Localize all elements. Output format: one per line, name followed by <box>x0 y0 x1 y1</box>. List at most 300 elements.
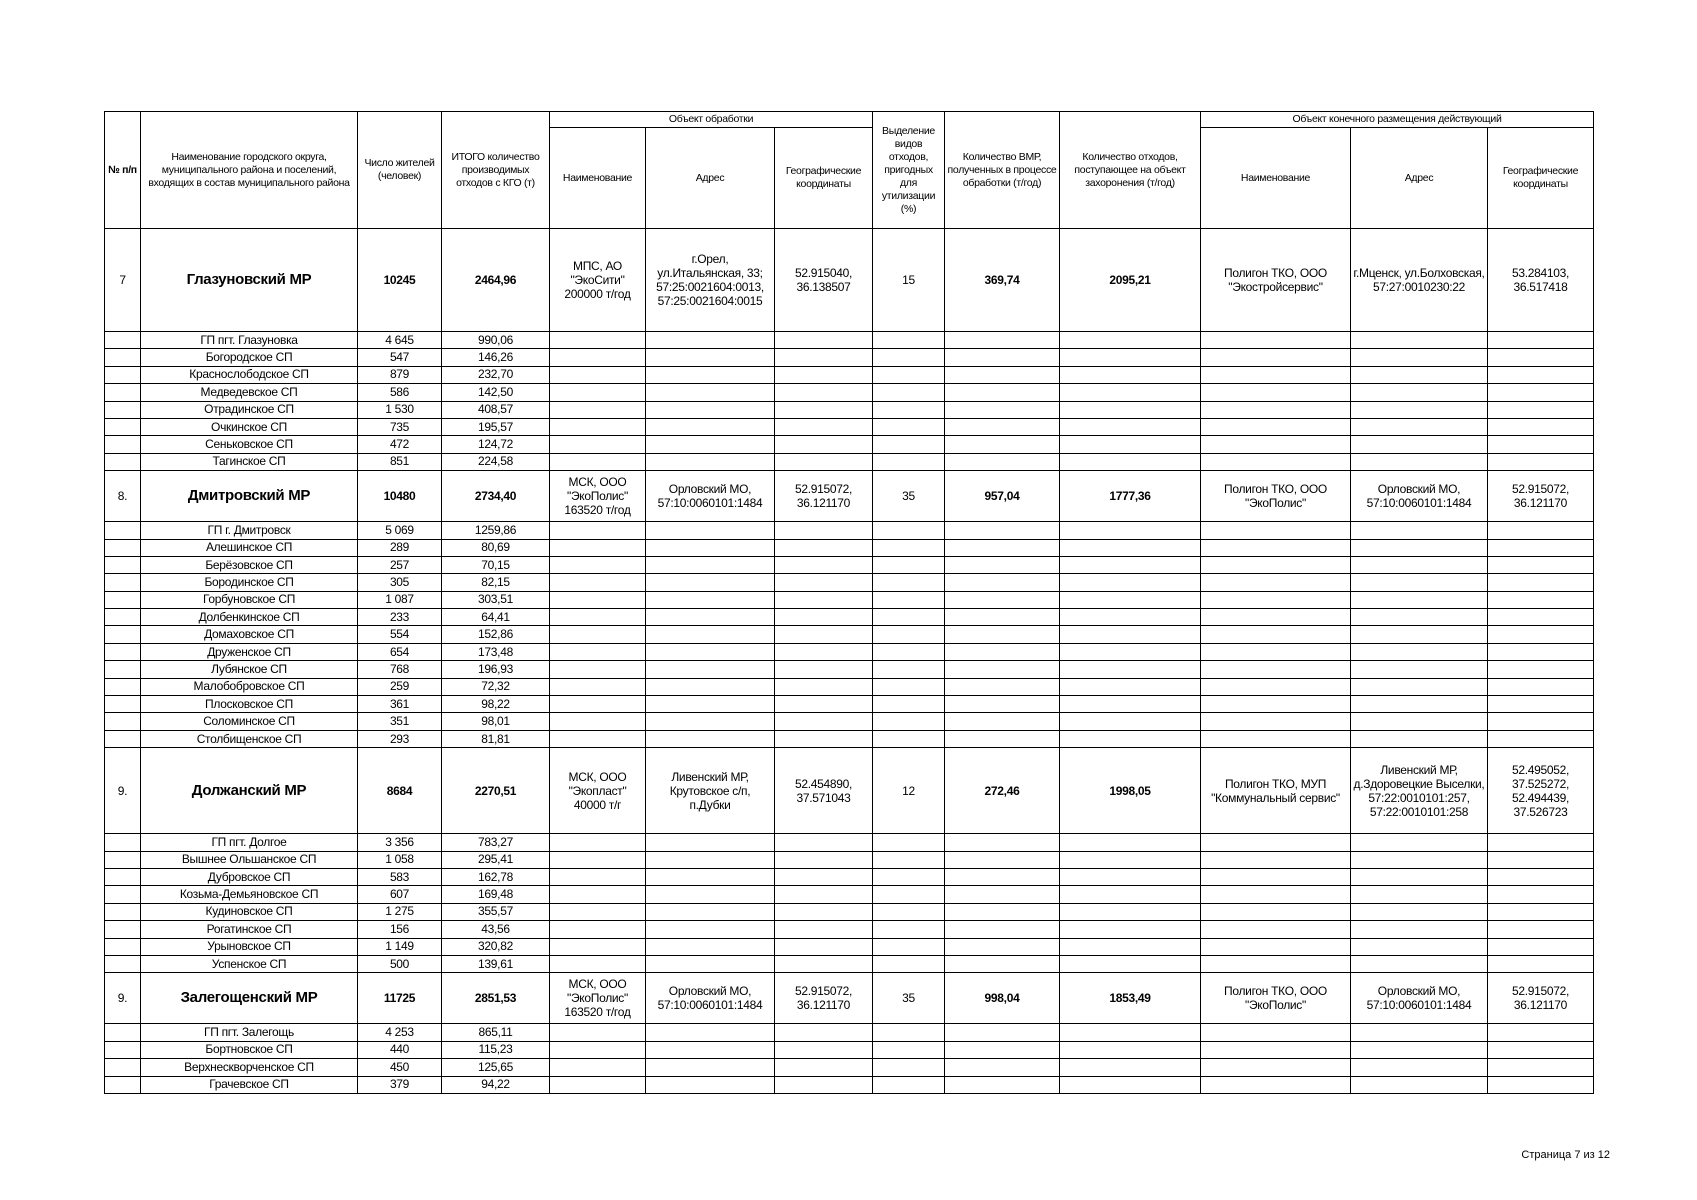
empty-cell <box>646 938 775 955</box>
settlement-row <box>105 730 1594 747</box>
empty-cell <box>646 713 775 730</box>
district-num: 9. <box>105 973 141 1024</box>
settlement-total: 139,61 <box>442 955 550 972</box>
empty-cell <box>550 1041 646 1058</box>
settlement-population: 547 <box>358 349 442 366</box>
settlement-row <box>105 609 1594 626</box>
settlement-population: 851 <box>358 453 442 470</box>
empty-cell <box>1060 938 1201 955</box>
settlement-total: 72,32 <box>442 678 550 695</box>
district-name: Дмитровский МР <box>141 471 358 522</box>
settlement-row <box>105 834 1594 851</box>
empty-cell <box>945 556 1060 573</box>
empty-cell <box>945 696 1060 713</box>
settlement-row <box>105 903 1594 920</box>
empty-cell <box>873 609 945 626</box>
empty-cell <box>1488 1059 1594 1076</box>
settlement-total: 152,86 <box>442 626 550 643</box>
empty-cell <box>873 678 945 695</box>
settlement-population: 259 <box>358 678 442 695</box>
empty-cell <box>1060 626 1201 643</box>
district-num: 9. <box>105 748 141 834</box>
settlement-name: Козьма-Демьяновское СП <box>141 886 358 903</box>
empty-cell <box>646 678 775 695</box>
empty-cell <box>550 436 646 453</box>
empty-cell <box>105 938 141 955</box>
empty-cell <box>1488 609 1594 626</box>
empty-cell <box>550 938 646 955</box>
empty-cell <box>945 1024 1060 1041</box>
empty-cell <box>550 1076 646 1093</box>
empty-cell <box>646 1059 775 1076</box>
empty-cell <box>1351 938 1488 955</box>
empty-cell <box>1060 591 1201 608</box>
empty-cell <box>1351 851 1488 868</box>
empty-cell <box>105 453 141 470</box>
empty-cell <box>1201 539 1351 556</box>
empty-cell <box>1060 713 1201 730</box>
empty-cell <box>945 938 1060 955</box>
settlement-total: 990,06 <box>442 332 550 349</box>
empty-cell <box>1488 401 1594 418</box>
empty-cell <box>646 1024 775 1041</box>
empty-cell <box>873 366 945 383</box>
settlement-total: 783,27 <box>442 834 550 851</box>
empty-cell <box>945 955 1060 972</box>
settlement-name: Грачевское СП <box>141 1076 358 1093</box>
empty-cell <box>550 401 646 418</box>
empty-cell <box>646 453 775 470</box>
empty-cell <box>1351 834 1488 851</box>
settlement-total: 1259,86 <box>442 522 550 539</box>
empty-cell <box>1201 522 1351 539</box>
settlement-population: 5 069 <box>358 522 442 539</box>
settlement-population: 289 <box>358 539 442 556</box>
settlement-population: 1 149 <box>358 938 442 955</box>
empty-cell <box>105 886 141 903</box>
district-name: Должанский МР <box>141 748 358 834</box>
settlement-row <box>105 522 1594 539</box>
empty-cell <box>775 643 873 660</box>
empty-cell <box>1201 1024 1351 1041</box>
empty-cell <box>1351 868 1488 885</box>
empty-cell <box>1201 436 1351 453</box>
empty-cell <box>945 713 1060 730</box>
empty-cell <box>550 903 646 920</box>
empty-cell <box>775 384 873 401</box>
empty-cell <box>775 1024 873 1041</box>
empty-cell <box>1060 574 1201 591</box>
empty-cell <box>1351 366 1488 383</box>
settlement-population: 450 <box>358 1059 442 1076</box>
disposal-group-header: Объект конечного размещения действующий <box>1201 112 1594 128</box>
empty-cell <box>873 1059 945 1076</box>
vmr-amount: 272,46 <box>945 748 1060 834</box>
settlement-name: ГП пгт. Залегощь <box>141 1024 358 1041</box>
empty-cell <box>1488 539 1594 556</box>
utilization-share: 35 <box>873 471 945 522</box>
empty-cell <box>105 713 141 730</box>
empty-cell <box>775 938 873 955</box>
empty-cell <box>1488 418 1594 435</box>
settlement-row <box>105 539 1594 556</box>
empty-cell <box>1060 1059 1201 1076</box>
empty-cell <box>105 730 141 747</box>
empty-cell <box>873 522 945 539</box>
empty-cell <box>775 921 873 938</box>
empty-cell <box>873 349 945 366</box>
empty-cell <box>1060 366 1201 383</box>
empty-cell <box>1351 903 1488 920</box>
empty-cell <box>550 453 646 470</box>
settlement-row <box>105 713 1594 730</box>
empty-cell <box>873 539 945 556</box>
district-row <box>105 748 1594 834</box>
empty-cell <box>1201 851 1351 868</box>
empty-cell <box>945 1076 1060 1093</box>
empty-cell <box>775 436 873 453</box>
empty-cell <box>1060 834 1201 851</box>
empty-cell <box>550 556 646 573</box>
col-disposal-header: Количество отходов, поступающее на объект захоронения (т/год) <box>1060 112 1201 229</box>
empty-cell <box>1351 591 1488 608</box>
empty-cell <box>1351 1059 1488 1076</box>
disposal-site-address: Орловский МО, 57:10:0060101:1484 <box>1351 973 1488 1024</box>
empty-cell <box>1060 349 1201 366</box>
empty-cell <box>873 661 945 678</box>
settlement-name: Долбенкинское СП <box>141 609 358 626</box>
district-population: 11725 <box>358 973 442 1024</box>
empty-cell <box>1488 921 1594 938</box>
settlement-name: Урыновское СП <box>141 938 358 955</box>
empty-cell <box>1351 436 1488 453</box>
empty-cell <box>1060 418 1201 435</box>
disposal-site-coords: 52.915072, 36.121170 <box>1488 471 1594 522</box>
empty-cell <box>1488 696 1594 713</box>
empty-cell <box>105 643 141 660</box>
empty-cell <box>1201 886 1351 903</box>
empty-cell <box>1201 678 1351 695</box>
empty-cell <box>775 713 873 730</box>
empty-cell <box>1060 921 1201 938</box>
settlement-row <box>105 453 1594 470</box>
empty-cell <box>1060 1041 1201 1058</box>
settlement-total: 146,26 <box>442 349 550 366</box>
settlement-population: 879 <box>358 366 442 383</box>
empty-cell <box>775 556 873 573</box>
settlement-total: 81,81 <box>442 730 550 747</box>
empty-cell <box>1488 661 1594 678</box>
processing-coords: 52.915072, 36.121170 <box>775 471 873 522</box>
empty-cell <box>1060 522 1201 539</box>
settlement-row <box>105 556 1594 573</box>
settlement-total: 98,01 <box>442 713 550 730</box>
empty-cell <box>1488 955 1594 972</box>
settlement-population: 440 <box>358 1041 442 1058</box>
empty-cell <box>550 539 646 556</box>
empty-cell <box>945 903 1060 920</box>
empty-cell <box>1201 401 1351 418</box>
empty-cell <box>105 539 141 556</box>
settlement-row <box>105 1076 1594 1093</box>
settlement-population: 4 645 <box>358 332 442 349</box>
empty-cell <box>550 366 646 383</box>
settlement-row <box>105 661 1594 678</box>
settlement-population: 233 <box>358 609 442 626</box>
processing-name: МСК, ООО "ЭкоПолис" 163520 т/год <box>550 973 646 1024</box>
empty-cell <box>550 1024 646 1041</box>
settlement-row <box>105 643 1594 660</box>
settlement-population: 1 275 <box>358 903 442 920</box>
empty-cell <box>1201 1076 1351 1093</box>
empty-cell <box>873 418 945 435</box>
empty-cell <box>1201 332 1351 349</box>
settlement-row <box>105 868 1594 885</box>
col-disp-address-header: Адрес <box>1351 128 1488 229</box>
empty-cell <box>646 366 775 383</box>
empty-cell <box>105 332 141 349</box>
empty-cell <box>646 574 775 591</box>
empty-cell <box>1488 522 1594 539</box>
settlement-total: 94,22 <box>442 1076 550 1093</box>
empty-cell <box>1060 609 1201 626</box>
empty-cell <box>550 851 646 868</box>
settlement-name: Друженское СП <box>141 643 358 660</box>
empty-cell <box>873 332 945 349</box>
empty-cell <box>1351 522 1488 539</box>
empty-cell <box>873 556 945 573</box>
district-row <box>105 229 1594 332</box>
district-row <box>105 471 1594 522</box>
empty-cell <box>1060 539 1201 556</box>
empty-cell <box>1060 1076 1201 1093</box>
settlement-population: 654 <box>358 643 442 660</box>
col-disp-coords-header: Географические координаты <box>1488 128 1594 229</box>
processing-address: Орловский МО, 57:10:0060101:1484 <box>646 471 775 522</box>
col-proc-coords-header: Географические координаты <box>775 128 873 229</box>
settlement-total: 173,48 <box>442 643 550 660</box>
empty-cell <box>105 921 141 938</box>
empty-cell <box>105 349 141 366</box>
empty-cell <box>1201 938 1351 955</box>
empty-cell <box>945 661 1060 678</box>
empty-cell <box>945 609 1060 626</box>
disposal-site-coords: 53.284103, 36.517418 <box>1488 229 1594 332</box>
utilization-share: 35 <box>873 973 945 1024</box>
empty-cell <box>945 1041 1060 1058</box>
settlement-population: 293 <box>358 730 442 747</box>
empty-cell <box>945 453 1060 470</box>
empty-cell <box>105 851 141 868</box>
settlement-total: 196,93 <box>442 661 550 678</box>
settlement-row <box>105 366 1594 383</box>
settlement-population: 583 <box>358 868 442 885</box>
settlement-population: 735 <box>358 418 442 435</box>
empty-cell <box>945 539 1060 556</box>
empty-cell <box>646 556 775 573</box>
empty-cell <box>105 401 141 418</box>
empty-cell <box>945 591 1060 608</box>
empty-cell <box>646 661 775 678</box>
processing-name: МСК, ООО "ЭкоПолис" 163520 т/год <box>550 471 646 522</box>
empty-cell <box>1060 556 1201 573</box>
empty-cell <box>550 332 646 349</box>
empty-cell <box>775 678 873 695</box>
empty-cell <box>105 868 141 885</box>
empty-cell <box>1351 332 1488 349</box>
settlement-population: 351 <box>358 713 442 730</box>
utilization-share: 15 <box>873 229 945 332</box>
settlement-name: Берёзовское СП <box>141 556 358 573</box>
district-population: 10245 <box>358 229 442 332</box>
empty-cell <box>775 332 873 349</box>
empty-cell <box>945 921 1060 938</box>
settlement-population: 1 058 <box>358 851 442 868</box>
empty-cell <box>1488 1076 1594 1093</box>
empty-cell <box>646 921 775 938</box>
empty-cell <box>105 1024 141 1041</box>
empty-cell <box>1488 453 1594 470</box>
empty-cell <box>945 851 1060 868</box>
settlement-name: Дубровское СП <box>141 868 358 885</box>
disposal-site-coords: 52.495052, 37.525272, 52.494439, 37.526723 <box>1488 748 1594 834</box>
empty-cell <box>1060 1024 1201 1041</box>
empty-cell <box>105 1041 141 1058</box>
empty-cell <box>105 661 141 678</box>
settlement-total: 224,58 <box>442 453 550 470</box>
empty-cell <box>1488 886 1594 903</box>
empty-cell <box>1351 678 1488 695</box>
col-num-header: № п/п <box>105 112 141 229</box>
empty-cell <box>550 661 646 678</box>
settlement-name: Горбуновское СП <box>141 591 358 608</box>
empty-cell <box>1060 453 1201 470</box>
vmr-amount: 369,74 <box>945 229 1060 332</box>
empty-cell <box>1351 886 1488 903</box>
empty-cell <box>1488 556 1594 573</box>
empty-cell <box>1351 643 1488 660</box>
settlement-name: Бородинское СП <box>141 574 358 591</box>
empty-cell <box>873 436 945 453</box>
settlement-total: 142,50 <box>442 384 550 401</box>
settlement-name: Плосковское СП <box>141 696 358 713</box>
settlement-row <box>105 1024 1594 1041</box>
empty-cell <box>646 332 775 349</box>
settlement-population: 1 530 <box>358 401 442 418</box>
settlement-row <box>105 921 1594 938</box>
empty-cell <box>550 522 646 539</box>
settlement-name: ГП г. Дмитровск <box>141 522 358 539</box>
col-disp-name-header: Наименование <box>1201 128 1351 229</box>
empty-cell <box>550 609 646 626</box>
empty-cell <box>775 851 873 868</box>
district-total: 2464,96 <box>442 229 550 332</box>
processing-coords: 52.915072, 36.121170 <box>775 973 873 1024</box>
processing-name: МСК, ООО "Экопласт" 40000 т/г <box>550 748 646 834</box>
empty-cell <box>1201 1059 1351 1076</box>
col-population-header: Число жителей (человек) <box>358 112 442 229</box>
disposal-amount: 1998,05 <box>1060 748 1201 834</box>
empty-cell <box>1201 384 1351 401</box>
empty-cell <box>945 384 1060 401</box>
settlement-total: 320,82 <box>442 938 550 955</box>
empty-cell <box>105 955 141 972</box>
empty-cell <box>775 539 873 556</box>
settlement-total: 124,72 <box>442 436 550 453</box>
waste-table <box>104 111 1594 1094</box>
empty-cell <box>646 834 775 851</box>
district-total: 2851,53 <box>442 973 550 1024</box>
empty-cell <box>550 713 646 730</box>
empty-cell <box>775 522 873 539</box>
empty-cell <box>1201 609 1351 626</box>
empty-cell <box>1351 921 1488 938</box>
settlement-total: 232,70 <box>442 366 550 383</box>
empty-cell <box>775 886 873 903</box>
settlement-row <box>105 678 1594 695</box>
empty-cell <box>105 626 141 643</box>
header-row-1 <box>105 112 1594 128</box>
empty-cell <box>945 678 1060 695</box>
empty-cell <box>945 886 1060 903</box>
settlement-name: Алешинское СП <box>141 539 358 556</box>
empty-cell <box>646 886 775 903</box>
empty-cell <box>945 730 1060 747</box>
empty-cell <box>945 868 1060 885</box>
empty-cell <box>550 384 646 401</box>
settlement-population: 379 <box>358 1076 442 1093</box>
empty-cell <box>1351 661 1488 678</box>
empty-cell <box>1488 643 1594 660</box>
empty-cell <box>646 868 775 885</box>
empty-cell <box>1201 868 1351 885</box>
empty-cell <box>1060 332 1201 349</box>
empty-cell <box>1060 886 1201 903</box>
empty-cell <box>646 418 775 435</box>
disposal-amount: 1777,36 <box>1060 471 1201 522</box>
empty-cell <box>1060 903 1201 920</box>
empty-cell <box>1488 436 1594 453</box>
empty-cell <box>1488 366 1594 383</box>
settlement-total: 64,41 <box>442 609 550 626</box>
disposal-site-address: Ливенский МР, д.Здоровецкие Выселки, 57:22:0010101:257, 57:22:0010101:258 <box>1351 748 1488 834</box>
settlement-population: 3 356 <box>358 834 442 851</box>
empty-cell <box>105 436 141 453</box>
empty-cell <box>550 349 646 366</box>
empty-cell <box>105 366 141 383</box>
empty-cell <box>775 696 873 713</box>
settlement-row <box>105 851 1594 868</box>
empty-cell <box>873 591 945 608</box>
empty-cell <box>646 384 775 401</box>
empty-cell <box>105 1059 141 1076</box>
disposal-site-address: г.Мценск, ул.Болховская, 57:27:0010230:22 <box>1351 229 1488 332</box>
empty-cell <box>1060 730 1201 747</box>
settlement-population: 607 <box>358 886 442 903</box>
settlement-row <box>105 332 1594 349</box>
empty-cell <box>105 834 141 851</box>
empty-cell <box>646 851 775 868</box>
vmr-amount: 957,04 <box>945 471 1060 522</box>
empty-cell <box>775 418 873 435</box>
empty-cell <box>1060 401 1201 418</box>
settlement-row <box>105 955 1594 972</box>
district-population: 10480 <box>358 471 442 522</box>
empty-cell <box>1201 556 1351 573</box>
empty-cell <box>1060 955 1201 972</box>
empty-cell <box>550 955 646 972</box>
empty-cell <box>105 1076 141 1093</box>
